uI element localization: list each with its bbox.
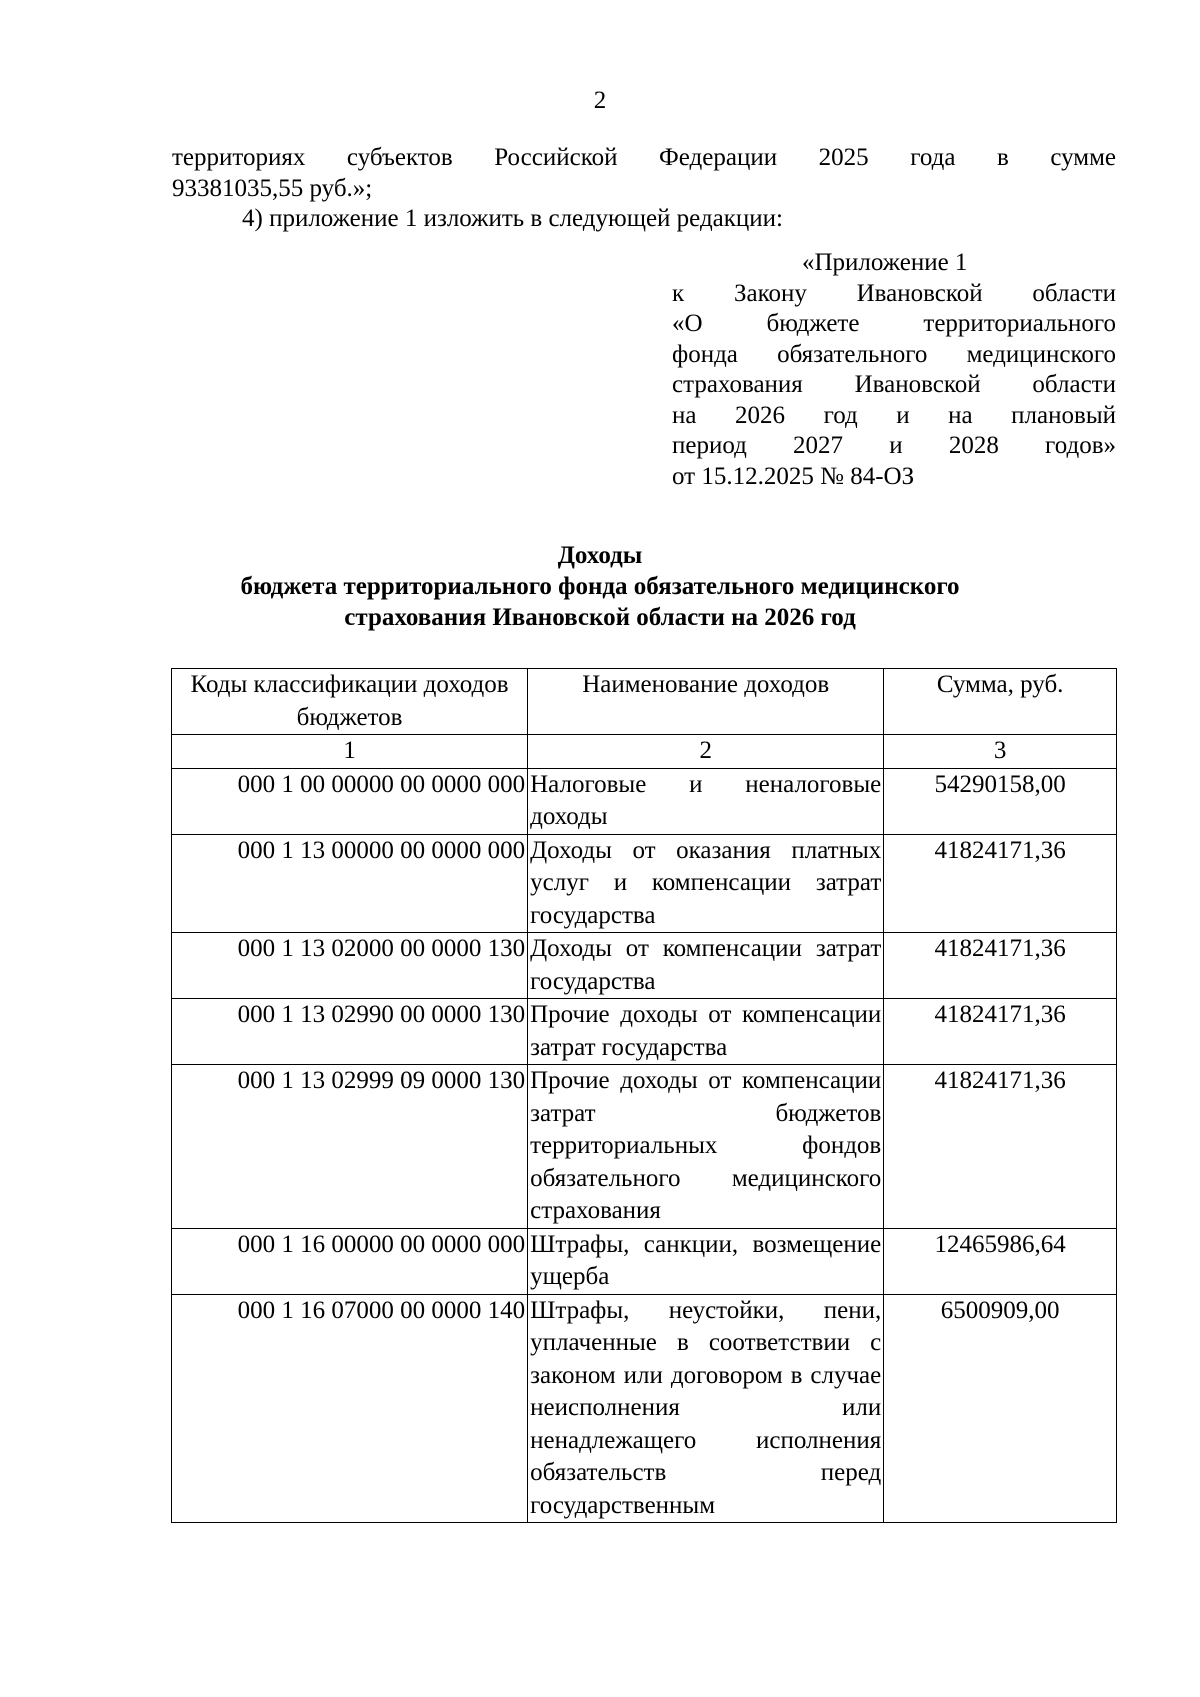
heading-subtitle: бюджета территориального фонда обязательного медицинского bbox=[240, 573, 960, 600]
column-number: 2 bbox=[528, 735, 884, 769]
heading-title: Доходы bbox=[557, 542, 643, 569]
income-code: 000 1 16 00000 00 0000 000 bbox=[172, 1228, 528, 1294]
income-name: Налоговые и неналоговые доходы bbox=[528, 768, 884, 834]
income-name: Прочие доходы от компенсации затрат государства bbox=[528, 999, 884, 1065]
intro-text bbox=[172, 143, 1116, 235]
table-row bbox=[172, 1228, 1117, 1294]
table-row bbox=[172, 999, 1117, 1065]
column-number-row bbox=[172, 735, 1117, 769]
appendix-title: «Приложение 1 bbox=[802, 249, 968, 276]
appendix-line: период 2027 и 2028 годов» bbox=[672, 432, 1116, 459]
income-code: 000 1 00 00000 00 0000 000 bbox=[172, 768, 528, 834]
table-row bbox=[172, 1294, 1117, 1523]
page-number: 2 bbox=[593, 87, 607, 114]
amendment-item: 4) приложение 1 изложить в следующей редакции: bbox=[242, 205, 783, 232]
income-name: Штрафы, неустойки, пени, уплаченные в соответствии с законом или договором в случае неисполнения или ненадлежащего исполнения обязательств перед государственным bbox=[528, 1294, 884, 1523]
appendix-line: к Закону Ивановской области bbox=[672, 279, 1116, 307]
header-code: Коды классификации доходов бюджетов bbox=[172, 669, 528, 735]
income-sum: 41824171,36 bbox=[884, 933, 1117, 999]
table-row bbox=[172, 768, 1117, 834]
income-sum: 54290158,00 bbox=[884, 768, 1117, 834]
income-sum: 41824171,36 bbox=[884, 999, 1117, 1065]
header-name: Наименование доходов bbox=[528, 669, 884, 735]
appendix-line: фонда обязательного медицинского bbox=[672, 340, 1116, 368]
intro-line: территориях субъектов Российской Федерации 2025 года в сумме bbox=[172, 144, 1116, 171]
income-code: 000 1 13 02000 00 0000 130 bbox=[172, 933, 528, 999]
income-sum: 41824171,36 bbox=[884, 834, 1117, 933]
income-sum: 41824171,36 bbox=[884, 1065, 1117, 1229]
income-sum: 6500909,00 bbox=[884, 1294, 1117, 1523]
header-sum: Сумма, руб. bbox=[884, 669, 1117, 735]
column-number: 1 bbox=[172, 735, 528, 769]
appendix-line: на 2026 год и на плановый bbox=[672, 401, 1116, 429]
table-header-row bbox=[172, 669, 1117, 735]
document-heading bbox=[0, 540, 1200, 633]
income-code: 000 1 13 02990 00 0000 130 bbox=[172, 999, 528, 1065]
heading-subtitle: страхования Ивановской области на 2026 год bbox=[344, 604, 856, 631]
income-code: 000 1 13 02999 09 0000 130 bbox=[172, 1065, 528, 1229]
table-row bbox=[172, 933, 1117, 999]
appendix-line: «О бюджете территориального bbox=[672, 310, 1116, 337]
intro-line: 93381035,55 руб.»; bbox=[172, 174, 373, 202]
income-name: Прочие доходы от компенсации затрат бюджетов территориальных фондов обязательного медицинского страхования bbox=[528, 1065, 884, 1229]
column-number: 3 bbox=[884, 735, 1117, 769]
income-name: Доходы от компенсации затрат государства bbox=[528, 933, 884, 999]
income-name: Доходы от оказания платных услуг и компенсации затрат государства bbox=[528, 834, 884, 933]
income-sum: 12465986,64 bbox=[884, 1228, 1117, 1294]
income-name: Штрафы, санкции, возмещение ущерба bbox=[528, 1228, 884, 1294]
table-row bbox=[172, 834, 1117, 933]
income-code: 000 1 13 00000 00 0000 000 bbox=[172, 834, 528, 933]
income-table bbox=[171, 668, 1117, 1523]
table-row bbox=[172, 1065, 1117, 1229]
appendix-block bbox=[672, 248, 1116, 492]
income-code: 000 1 16 07000 00 0000 140 bbox=[172, 1294, 528, 1523]
appendix-line: страхования Ивановской области bbox=[672, 371, 1116, 398]
appendix-date-line: от 15.12.2025 № 84-ОЗ bbox=[672, 462, 915, 490]
